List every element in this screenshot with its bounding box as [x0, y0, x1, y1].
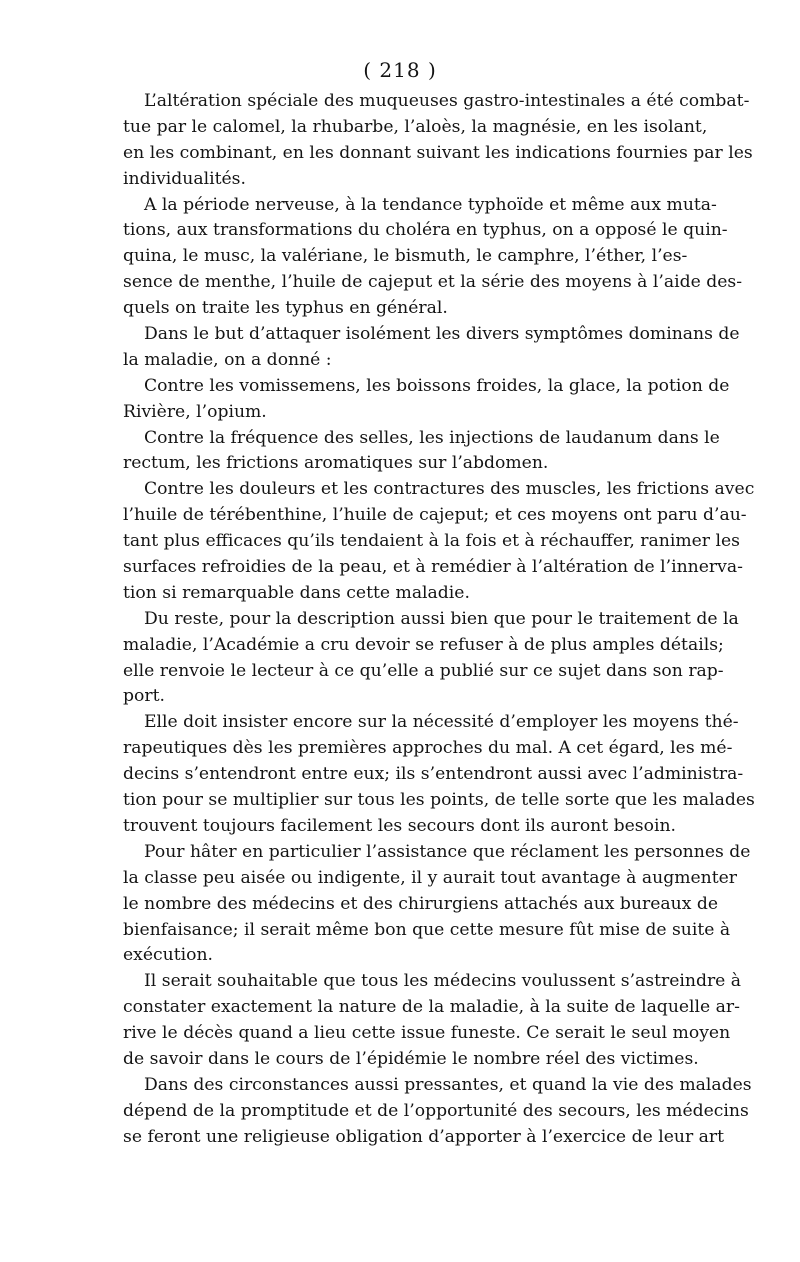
text-line: rapeutiques dès les premières approches du mal. A cet égard, les mé-	[123, 738, 733, 759]
text-line: quels on traite les typhus en général.	[123, 298, 448, 319]
text-line: Dans le but d’attaquer isolément les divers symptômes dominans de	[144, 324, 740, 345]
text-line: A la période nerveuse, à la tendance typhoïde et même aux muta-	[144, 194, 717, 215]
text-line: Il serait souhaitable que tous les médecins voulussent s’astreindre à	[144, 971, 742, 992]
page-number: ( 218 )	[363, 58, 437, 82]
text-line: bienfaisance; il serait même bon que cette mesure fût mise de suite à	[123, 919, 731, 940]
text-line: sence de menthe, l’huile de cajeput et la série des moyens à l’aide des-	[123, 272, 743, 293]
text-line: elle renvoie le lecteur à ce qu’elle a publié sur ce sujet dans son rap-	[123, 660, 724, 681]
text-line: en les combinant, en les donnant suivant les indications fournies par les	[123, 142, 753, 163]
body-text	[123, 89, 755, 1151]
text-line: exécution.	[123, 945, 214, 966]
text-line: le nombre des médecins et des chirurgiens attachés aux bureaux de	[123, 893, 719, 914]
text-line: rectum, les frictions aromatiques sur l’abdomen.	[123, 453, 549, 474]
text-line: de savoir dans le cours de l’épidémie le nombre réel des victimes.	[123, 1048, 699, 1069]
text-line: l’huile de térébenthine, l’huile de cajeput; et ces moyens ont paru d’au-	[123, 505, 747, 526]
text-line: tant plus efficaces qu’ils tendaient à la fois et à réchauffer, ranimer les	[123, 531, 740, 552]
text-line: Pour hâter en particulier l’assistance que réclament les personnes de	[144, 841, 751, 862]
text-line: se feront une religieuse obligation d’apporter à l’exercice de leur art	[123, 1126, 724, 1147]
text-line: la maladie, on a donné :	[123, 349, 332, 370]
text-line: Dans des circonstances aussi pressantes, et quand la vie des malades	[144, 1074, 752, 1095]
text-line: tue par le calomel, la rhubarbe, l’aloès, la magnésie, en les isolant,	[123, 116, 708, 137]
text-line: la classe peu aisée ou indigente, il y aurait tout avantage à augmenter	[123, 867, 738, 888]
text-line: Du reste, pour la description aussi bien que pour le traitement de la	[144, 608, 739, 629]
text-line: trouvent toujours facilement les secours dont ils auront besoin.	[123, 815, 676, 836]
text-line: rive le décès quand a lieu cette issue funeste. Ce serait le seul moyen	[123, 1023, 731, 1044]
text-line: Contre les vomissemens, les boissons froides, la glace, la potion de	[144, 375, 730, 396]
text-line: decins s’entendront entre eux; ils s’entendront aussi avec l’administra-	[123, 764, 744, 785]
text-line: maladie, l’Académie a cru devoir se refuser à de plus amples détails;	[123, 634, 724, 655]
text-line: quina, le musc, la valériane, le bismuth, le camphre, l’éther, l’es-	[123, 246, 688, 267]
text-line: individualités.	[123, 168, 246, 189]
text-line: L’altération spéciale des muqueuses gastro-intestinales a été combat-	[144, 91, 750, 111]
text-line: tions, aux transformations du choléra en typhus, on a opposé le quin-	[123, 220, 728, 241]
text-line: tion si remarquable dans cette maladie.	[123, 582, 470, 603]
text-line: port.	[123, 686, 165, 707]
text-line: Rivière, l’opium.	[123, 401, 267, 422]
text-line: surfaces refroidies de la peau, et à remédier à l’altération de l’innerva-	[123, 557, 743, 578]
text-line: Contre les douleurs et les contractures des muscles, les frictions avec	[144, 479, 755, 500]
text-line: dépend de la promptitude et de l’opportunité des secours, les médecins	[123, 1100, 749, 1121]
text-line: Contre la fréquence des selles, les injections de laudanum dans le	[144, 427, 720, 448]
text-line: tion pour se multiplier sur tous les points, de telle sorte que les malades	[123, 790, 755, 811]
text-line: constater exactement la nature de la maladie, à la suite de laquelle ar-	[123, 997, 740, 1018]
text-line: Elle doit insister encore sur la nécessité d’employer les moyens thé-	[144, 712, 739, 733]
